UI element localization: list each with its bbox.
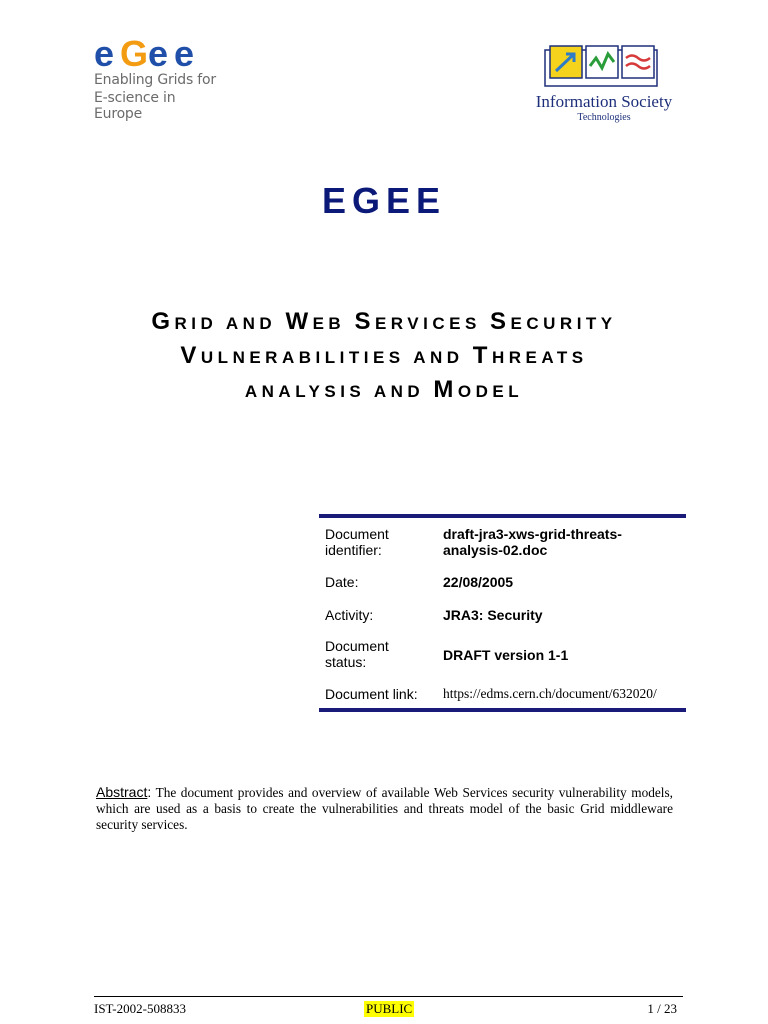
svg-text:G: G [120,40,148,70]
page-footer [94,996,683,1016]
abstract-label: Abstract [96,784,148,800]
metadata-value: JRA3: Security [443,607,543,623]
ist-logo [524,44,684,128]
document-title-line3: ANALYSIS AND MODEL [244,376,524,403]
egee-logo [94,40,224,122]
ist-subtitle: Technologies [577,112,631,123]
main-title: EGEE [321,180,447,221]
document-title-line2: VULNERABILITIES AND THREATS [180,342,588,369]
ist-name: Information Society [535,92,673,111]
egee-tagline-line1: Enabling Grids for [94,72,216,88]
metadata-label: Document identifier: [325,526,389,558]
metadata-value: draft-jra3-xws-grid-threats- analysis-02.doc [443,526,622,558]
ist-logo-icon [544,44,662,88]
document-metadata-table [319,514,686,712]
footer-project-id: IST-2002-508833 [94,1001,186,1016]
metadata-label: Document status: [325,638,389,670]
metadata-label: Document link: [325,686,418,702]
footer-classification: PUBLIC [366,1001,413,1016]
egee-tagline-line2: E-science in Europe [94,90,176,122]
egee-logo-icon [94,40,218,70]
svg-text:e: e [174,40,194,70]
metadata-value: DRAFT version 1-1 [443,647,569,663]
footer-page-number: 1 / 23 [647,1001,677,1016]
svg-text:e: e [94,40,114,70]
abstract: Abstract: The document provides and overview of available Web Services security vulnerability models, which are used as a basis to create the vulnerabilities and threats model of the basic Grid middleware security services. [96,784,673,832]
metadata-label: Activity: [325,607,374,623]
document-link[interactable]: https://edms.cern.ch/document/632020/ [443,686,657,701]
document-title [60,306,708,408]
svg-text:e: e [148,40,168,70]
document-title-line1: GRID AND WEB SERVICES SECURITY [151,308,617,335]
abstract-text: The document provides and overview of available Web Services security vulnerability models, which are used as a basis to create the vulnerabilities and threats model of the basic Grid middleware security services. [96,785,673,832]
metadata-label: Date: [325,574,359,590]
metadata-value: 22/08/2005 [443,574,514,590]
